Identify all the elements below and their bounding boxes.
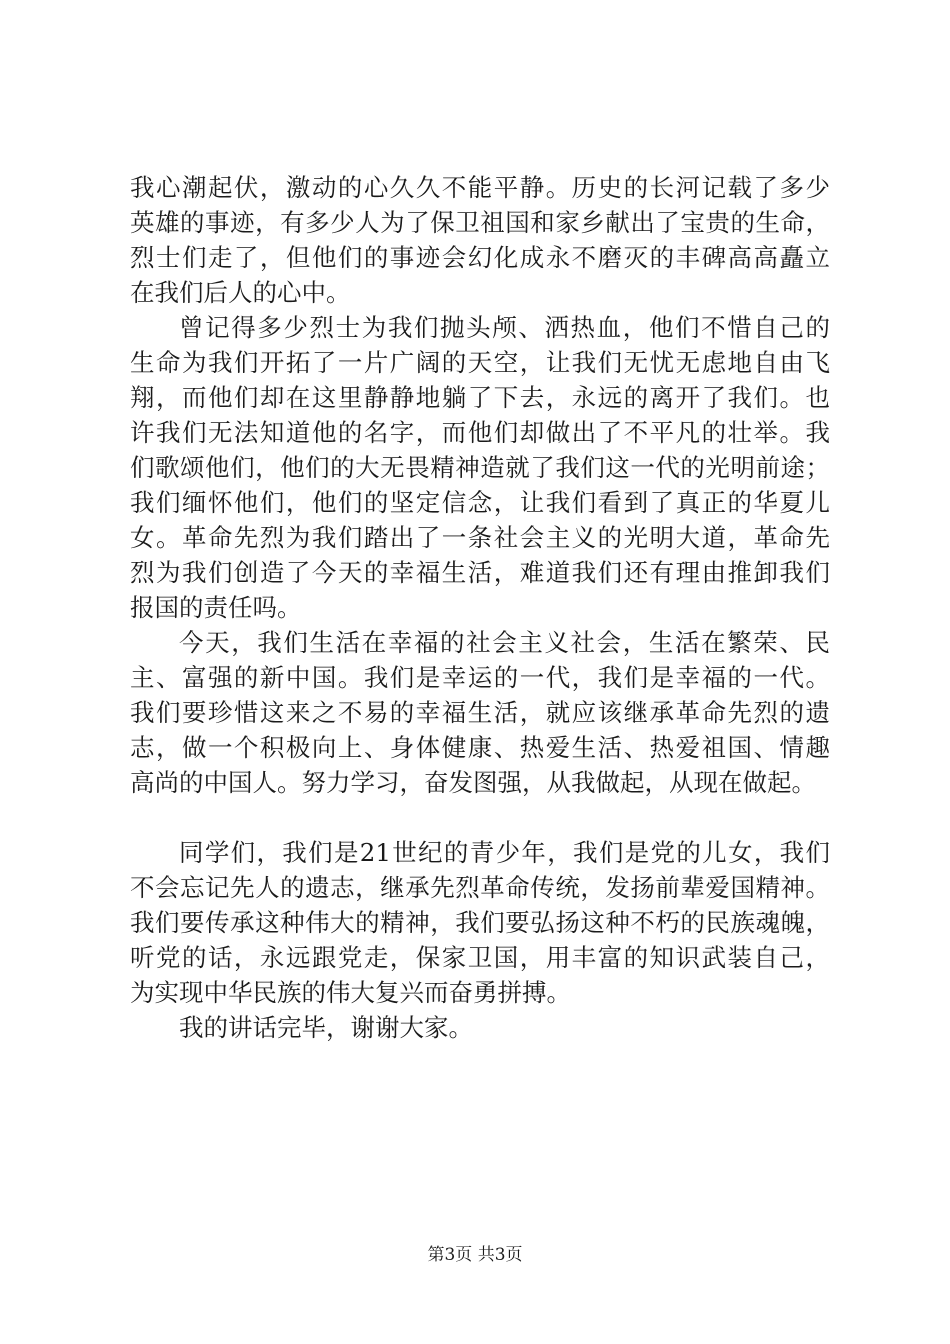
paragraph-line: 为实现中华民族的伟大复兴而奋勇拼搏。	[130, 978, 571, 1007]
paragraph-line: 我们要珍惜这来之不易的幸福生活，就应该继承革命先烈的遗	[130, 698, 830, 727]
paragraph-line: 翔，而他们却在这里静静地躺了下去，永远的离开了我们。也	[130, 383, 830, 412]
paragraph	[130, 1010, 830, 1045]
paragraph-line: 曾记得多少烈士为我们抛头颅、洒热血，他们不惜自己的	[179, 313, 830, 342]
paragraph-line: 不会忘记先人的遗志，继承先烈革命传统，发扬前辈爱国精神。	[130, 873, 830, 902]
paragraph-line: 女。革命先烈为我们踏出了一条社会主义的光明大道，革命先	[130, 523, 830, 552]
document-body	[130, 170, 830, 1045]
paragraph-line: 我的讲话完毕，谢谢大家。	[179, 1013, 473, 1042]
paragraph-line: 在我们后人的心中。	[130, 278, 351, 307]
paragraph	[130, 835, 830, 1010]
paragraph-line: 高尚的中国人。努力学习，奋发图强，从我做起，从现在做起。	[130, 768, 816, 797]
paragraph-line: 烈士们走了，但他们的事迹会幻化成永不磨灭的丰碑高高矗立	[130, 243, 830, 272]
paragraph	[130, 625, 830, 800]
paragraph-line: 许我们无法知道他的名字，而他们却做出了不平凡的壮举。我	[130, 418, 830, 447]
paragraph-line: 英雄的事迹，有多少人为了保卫祖国和家乡献出了宝贵的生命，	[130, 208, 830, 237]
paragraph-line: 我心潮起伏，激动的心久久不能平静。历史的长河记载了多少	[130, 173, 830, 202]
paragraph-line: 志，做一个积极向上、身体健康、热爱生活、热爱祖国、情趣	[130, 733, 830, 762]
paragraph-line: 听党的话，永远跟党走，保家卫国，用丰富的知识武装自己，	[130, 943, 830, 972]
paragraph-gap	[130, 800, 830, 835]
paragraph-line: 烈为我们创造了今天的幸福生活，难道我们还有理由推卸我们	[130, 558, 830, 587]
paragraph-line: 同学们，我们是21世纪的青少年，我们是党的儿女，我们	[179, 838, 830, 867]
paragraph-line: 生命为我们开拓了一片广阔的天空，让我们无忧无虑地自由飞	[130, 348, 830, 377]
paragraph-line: 今天，我们生活在幸福的社会主义社会，生活在繁荣、民	[179, 628, 830, 657]
paragraph-line: 主、富强的新中国。我们是幸运的一代，我们是幸福的一代。	[130, 663, 830, 692]
page-footer: 第3页 共3页	[427, 1245, 523, 1265]
paragraph-line: 报国的责任吗。	[130, 593, 302, 622]
paragraph	[130, 310, 830, 625]
paragraph	[130, 170, 830, 310]
paragraph-line: 们歌颂他们，他们的大无畏精神造就了我们这一代的光明前途；	[130, 453, 830, 482]
paragraph-line: 我们缅怀他们，他们的坚定信念，让我们看到了真正的华夏儿	[130, 488, 830, 517]
paragraph-line: 我们要传承这种伟大的精神，我们要弘扬这种不朽的民族魂魄，	[130, 908, 830, 937]
